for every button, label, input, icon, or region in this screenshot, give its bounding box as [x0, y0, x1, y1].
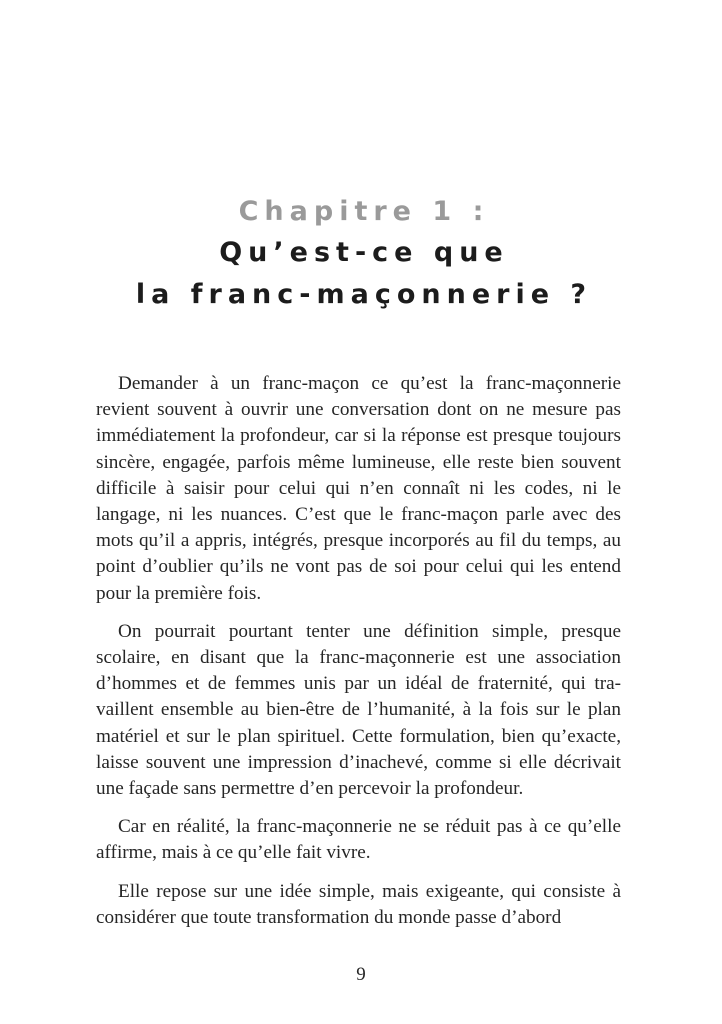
chapter-label: Chapitre 1 : [238, 196, 490, 227]
paragraph: Elle repose sur une idée simple, mais exigeante, qui consiste à considérer que toute transformation du monde passe d’abord [96, 880, 621, 928]
chapter-body [96, 371, 621, 943]
chapter-title-line-2: la franc-maçonnerie ? [135, 279, 593, 310]
page-number: 9 [356, 964, 366, 985]
chapter-title-line-1: Qu’est-ce que [219, 237, 509, 268]
paragraph: Demander à un franc-maçon ce qu’est la franc-maçonnerie revient souvent à ouvrir une conversation dont on ne mesure pas immédiatement la profondeur, car si la réponse est presque toujours sincère, engagée, parfois même lumineuse, elle reste bien souvent difficile à saisir pour celui qui n’en connaît ni les codes, ni le langage, ni les nuances. C’est que le franc-maçon parle avec des mots qu’il a appris, intégrés, presque incorporés au fil du temps, au point d’oublier qu’ils ne vont pas de soi pour celui qui les entend pour la première fois. [96, 373, 621, 604]
paragraph: On pourrait pourtant tenter une définition simple, presque scolaire, en disant que la franc-maçonnerie est une association d’hommes et de femmes unis par un idéal de fraternité, qui travaillent ensemble au bien-être de l’humanité, à la fois sur le plan matériel et sur le plan spirituel. Cette formulation, bien qu’exacte, laisse souvent une impression d’inachevé, comme si elle décrivait une façade sans permettre d’en percevoir la profondeur. [96, 620, 621, 800]
paragraph: Car en réalité, la franc-maçonnerie ne se réduit pas à ce qu’elle affirme, mais à ce qu’elle fait vivre. [96, 816, 621, 864]
chapter-heading [0, 192, 722, 316]
